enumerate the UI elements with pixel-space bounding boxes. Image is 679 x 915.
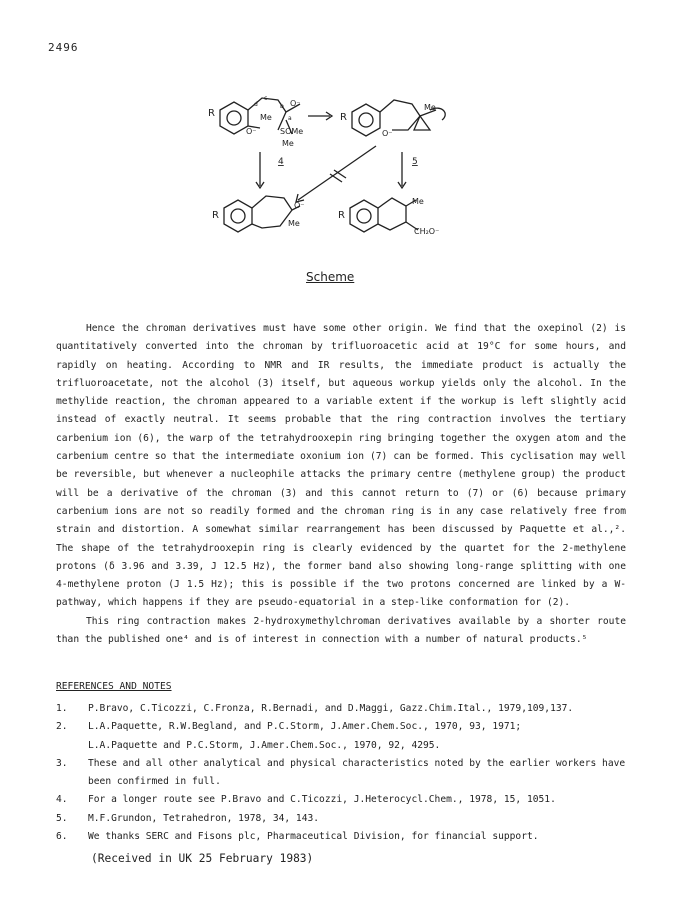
scheme-step-4: 4: [278, 157, 284, 167]
scheme-label-r-3: R: [212, 210, 219, 221]
reference-number: 6.: [56, 831, 68, 843]
received-date: (Received in UK 25 February 1983): [91, 852, 314, 865]
reference-item: [56, 828, 636, 846]
reference-text: For a longer route see P.Bravo and C.Ticozzi, J.Heterocycl.Chem., 1978, 15, 1051.: [88, 794, 556, 806]
scheme-label-o-minus-2: O⁻: [246, 127, 257, 136]
reference-item: [56, 737, 636, 755]
reference-text: P.Bravo, C.Ticozzi, C.Fronza, R.Bernadi, and D.Maggi, Gazz.Chim.Ital., 1979,109,137.: [88, 703, 574, 714]
body-text: [56, 320, 626, 649]
scheme-label-me-3: Me: [424, 103, 436, 112]
scheme-label-o-minus-3: O⁻: [382, 129, 393, 138]
scheme-label-some: SOMe: [280, 127, 304, 136]
scheme-label-ring-b: b: [280, 103, 284, 110]
reference-item: [56, 700, 636, 718]
scheme-label-r-2: R: [340, 112, 347, 123]
reference-number: 4.: [56, 794, 68, 806]
reference-text: These and all other analytical and physical characteristics noted by the earlier workers have been confirmed in full.: [88, 757, 626, 788]
reference-text: M.F.Grundon, Tetrahedron, 1978, 34, 143.: [88, 812, 320, 824]
reference-number: [56, 737, 88, 755]
reference-number: 3.: [56, 757, 68, 769]
reference-text: L.A.Paquette and P.C.Storm, J.Amer.Chem.Soc., 1970, 92, 4295.: [88, 739, 441, 751]
paragraph: Hence the chroman derivatives must have some other origin. We find that the oxepinol (2) is quantitatively converted into the chroman by trifluoroacetic acid at 19°C for some hours, and rapidly on heating. According to NMR and IR results, the immediate product is actually the trifluoroacetate, not the alcohol (3) itself, but aqueous workup yields only the alcohol. In the methylide reaction, the chroman appeared to a variable extent if the workup is left slightly acid instead of exactly neutral. It seems probable that the ring contraction involves the tertiary carbenium ion (6), the warp of the tetrahydrooxepin ring bringing together the oxygen atom and the carbenium centre so that the intermediate oxonium ion (7) can be formed. This cyclisation may well be reversible, but whenever a nucleophile attacks the primary centre (methylene group) the product will be a derivative of the chroman (3) and this cannot return to (7) or (6) because primary carbenium ions are not so readily formed and the chroman ring is in any case relatively free from strain and distortion. A somewhat similar rearrangement has been discussed by Paquette et al.,². The shape of the tetrahydrooxepin ring is clearly evidenced by the quartet for the 2-methylene protons (δ 3.96 and 3.39, J 12.5 Hz), the former band also showing long-range splitting with one 4-methylene proton (J 1.5 Hz); this is possible if the two protons concerned are linked by a W-pathway, which happens if they are pseudo-equatorial in a step-like conformation for (2).: [56, 323, 626, 609]
reaction-scheme: [180, 90, 510, 290]
page-number: 2496: [48, 41, 79, 54]
scheme-label-me-5: Me: [412, 197, 424, 206]
reference-item: [56, 718, 636, 736]
scheme-label-ch2o: CH₂O⁻: [414, 227, 440, 236]
scheme-label-r-4: R: [338, 210, 345, 221]
reference-item: [56, 791, 636, 809]
scheme-label-r: R: [208, 108, 215, 119]
scheme-label-ring-d: d: [254, 101, 258, 108]
scheme-label-ring-a: a: [288, 115, 292, 122]
scheme-label-o-minus: O⁻: [290, 99, 301, 108]
scheme-label-me: Me: [260, 113, 272, 122]
scheme-label-ring-c: c: [264, 95, 268, 102]
scheme-step-5: 5: [412, 157, 418, 167]
reference-text: We thanks SERC and Fisons plc, Pharmaceutical Division, for financial support.: [88, 831, 539, 843]
reference-number: 5.: [56, 812, 68, 824]
references-heading: REFERENCES AND NOTES: [56, 681, 172, 692]
reference-text: L.A.Paquette, R.W.Begland, and P.C.Storm, J.Amer.Chem.Soc., 1970, 93, 1971;: [88, 721, 522, 733]
reference-item: [56, 810, 636, 828]
scheme-label-me-2: Me: [282, 139, 294, 148]
scheme-label-me-4: Me: [288, 219, 300, 228]
reference-item: [56, 755, 636, 792]
reference-number: 2.: [56, 721, 68, 733]
scheme-caption: Scheme: [306, 270, 355, 284]
scheme-label-o-minus-4: O⁻: [294, 201, 305, 210]
paragraph: This ring contraction makes 2-hydroxymethylchroman derivatives available by a shorter route than the published one⁴ and is of interest in connection with a number of natural products.⁵: [56, 615, 626, 646]
references-list: [56, 700, 636, 846]
reference-number: 1.: [56, 703, 68, 714]
